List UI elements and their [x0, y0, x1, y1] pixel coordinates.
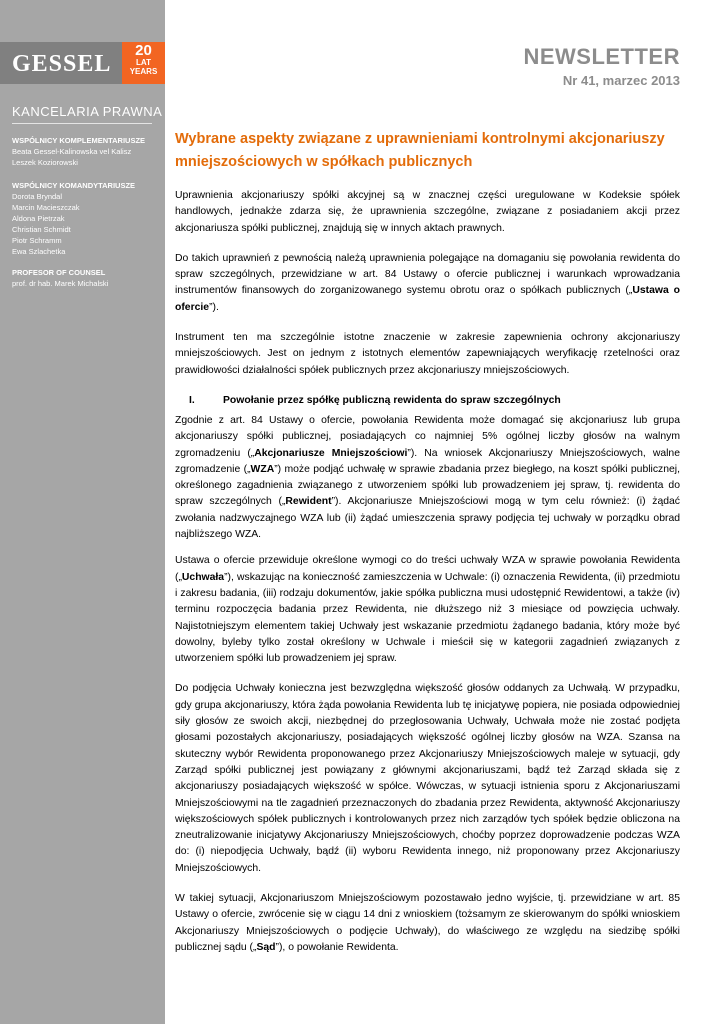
section-number: I. [189, 394, 195, 406]
anniversary-badge [122, 42, 165, 84]
defined-term: WZA [250, 463, 275, 475]
anniversary-number: 20 [135, 42, 152, 59]
anniversary-lat: LAT [136, 58, 151, 67]
sidebar-name: Marcin Macieszczak [12, 203, 80, 212]
defined-term: Ustawa o ofercie [175, 285, 680, 313]
sidebar-section-heading: PROFESOR OF COUNSEL [12, 268, 106, 277]
paragraph: Uprawnienia akcjonariuszy spółki akcyjnej są w znacznej części uregulowane w Kodeksie spółek handlowych, jednakże zdarza się, że uprawnienia szczególne, związane z posiadaniem akcji przez akcjonariusza spółki publicznej, znajdują się w innych aktach prawnych. [175, 190, 680, 234]
sidebar-name: Piotr Schramm [12, 236, 62, 245]
firm-label: KANCELARIA PRAWNA [12, 104, 163, 119]
paragraph: W takiej sytuacji, Akcjonariuszom Mniejszościowym pozostawało jedno wyjście, tj. przewidziane w art. 85 Ustawy o ofercie, zwrócenie się w ciągu 14 dni z wnioskiem (tożsamym ze skierowanym do spółki wnioskiem Akcjonariuszy Mniejszościowych o podjęcie Uchwały), do właściwego ze względu na siedzibę spółki publicznej sądu („Sąd”), o powołanie Rewidenta. [175, 892, 680, 953]
article-title: Wybrane aspekty związane z uprawnieniami kontrolnymi akcjonariuszy mniejszościowych w spółkach publicznych [175, 131, 665, 170]
paragraph: Instrument ten ma szczególnie istotne znaczenie w zakresie zapewnienia ochrony akcjonariuszy mniejszościowych. Jest on jednym z istotnych elementów zapewniających weryfikację rzetelności oraz prawidłowości działalności spółek publicznych przez akcjonariuszy mniejszościowych. [175, 332, 680, 376]
sidebar-name: prof. dr hab. Marek Michalski [12, 279, 109, 288]
sidebar-name: Aldona Pietrzak [12, 214, 65, 223]
defined-term: Sąd [256, 941, 276, 953]
article [175, 128, 680, 970]
sidebar-name: Ewa Szlachetka [12, 247, 66, 256]
paragraph: Ustawa o ofercie przewiduje określone wymogi co do treści uchwały WZA w sprawie powołania Rewidenta („Uchwała”), wskazując na konieczność zamieszczenia w Uchwale: (i) oznaczenia Rewidenta, (ii) przedmiotu i zakresu badania, (iii) rodzaju dokumentów, jakie spółka publiczna musi udostępnić Rewidentowi, a także (iv) terminu rozpoczęcia badania przez Rewidenta, nie dłuższego niż 3 miesiące od powzięcia uchwały. Najistotniejszym elementem takiej Uchwały jest wskazanie przedmiotu żądanego badania, który może być dowolny, byleby tylko został określony w Uchwale i mieścił się w kategorii zagadnień związanych z utworzeniem spółki lub prowadzeniem jej spraw. [175, 555, 680, 665]
paragraph: Do takich uprawnień z pewnością należą uprawnienia polegające na domaganiu się powołania rewidenta do spraw szczególnych, przewidziane w art. 84 Ustawy o ofercie publicznej i warunkach wprowadzania instrumentów finansowych do zorganizowanego systemu obrotu oraz o spółkach publicznych („Ustawa o ofercie”). [175, 252, 680, 313]
sidebar-section-of-counsel [12, 268, 162, 289]
sidebar-name: Dorota Bryndal [12, 192, 63, 201]
logo-text: GESSEL [12, 51, 112, 77]
section-heading [175, 393, 680, 409]
newsletter-title: NEWSLETTER [523, 44, 680, 69]
defined-term: Rewident [285, 496, 332, 508]
sidebar-divider [12, 123, 152, 124]
sidebar-section-heading: WSPÓLNICY KOMPLEMENTARIUSZE [12, 136, 146, 145]
sidebar-name: Leszek Koziorowski [12, 158, 78, 167]
paragraph: Zgodnie z art. 84 Ustawy o ofercie, powołania Rewidenta może domagać się akcjonariusz lub grupa akcjonariuszy spółki publicznej, posiadających co najmniej 5% ogólnej liczby głosów na walnym zgromadzeniu („Akcjonariusze Mniejszościowi”). Na wniosek Akcjonariuszy Mniejszościowych, walne zgromadzenie („WZA”) może podjąć uchwałę w sprawie zbadania przez biegłego, na koszt spółki publicznej, określonego zagadnienia związanego z utworzeniem spółki lub prowadzeniem jej spraw, tj. rewidenta do spraw szczególnych („Rewident”). Akcjonariusze Mniejszościowi mogą w tym celu również: (i) żądać zwołania nadzwyczajnego WZA lub (ii) żądać umieszczenia sprawy podjęcia tej uchwały w porządku obrad najbliższego WZA. [175, 414, 680, 541]
logo [0, 42, 122, 84]
defined-term: Akcjonariusze Mniejszościowi [254, 447, 408, 459]
sidebar-name: Christian Schmidt [12, 225, 71, 234]
sidebar-section-limited-partners [12, 181, 162, 257]
defined-term: Uchwała [181, 571, 225, 583]
newsletter-issue: Nr 41, marzec 2013 [562, 73, 680, 88]
sidebar-section-complementary-partners [12, 136, 162, 168]
section-title: Powołanie przez spółkę publiczną rewidenta do spraw szczególnych [223, 394, 561, 406]
sidebar [0, 0, 165, 1024]
anniversary-years: YEARS [129, 67, 158, 76]
sidebar-name: Beata Gessel-Kalinowska vel Kalisz [12, 147, 132, 156]
paragraph: Do podjęcia Uchwały konieczna jest bezwzględna większość głosów oddanych za Uchwałą. W przypadku, gdy grupa akcjonariuszy, która żąda powołania Rewidenta lub tę inicjatywę popiera, nie posiada odpowiedniej siły głosów ze swoich akcji, niezbędnej do przegłosowania Uchwały, Uchwała może nie zostać podjęta głosami pozostałych akcjonariuszy, posiadających większość ogólnej liczby głosów na WZA. Szansa na skuteczny wybór Rewidenta proponowanego przez Akcjonariuszy Mniejszościowych maleje w sytuacji, gdy Zarząd spółki publicznej jest powiązany z głównymi akcjonariuszami, bądź też Zarząd składa się z akcjonariuszy posiadających większość w spółce. Wówczas, w sytuacji istnienia sporu z Akcjonariuszami Mniejszościowymi na tle zagadnień przeznaczonych do zbadania przez Rewidenta, aktywność Akcjonariuszy większościowych spółek publicznych i kontrolowanych przez nich zarządów tych spółek będzie obliczona na zneutralizowanie inicjatywy Akcjonariuszy Mniejszościowych, choćby poprzez doprowadzenie podczas WZA do: (i) niepodjęcia Uchwały, bądź (ii) wyboru Rewidenta innego, niż proponowany przez Akcjonariuszy Mniejszościowych. [175, 683, 680, 874]
sidebar-section-heading: WSPÓLNICY KOMANDYTARIUSZE [12, 181, 136, 190]
